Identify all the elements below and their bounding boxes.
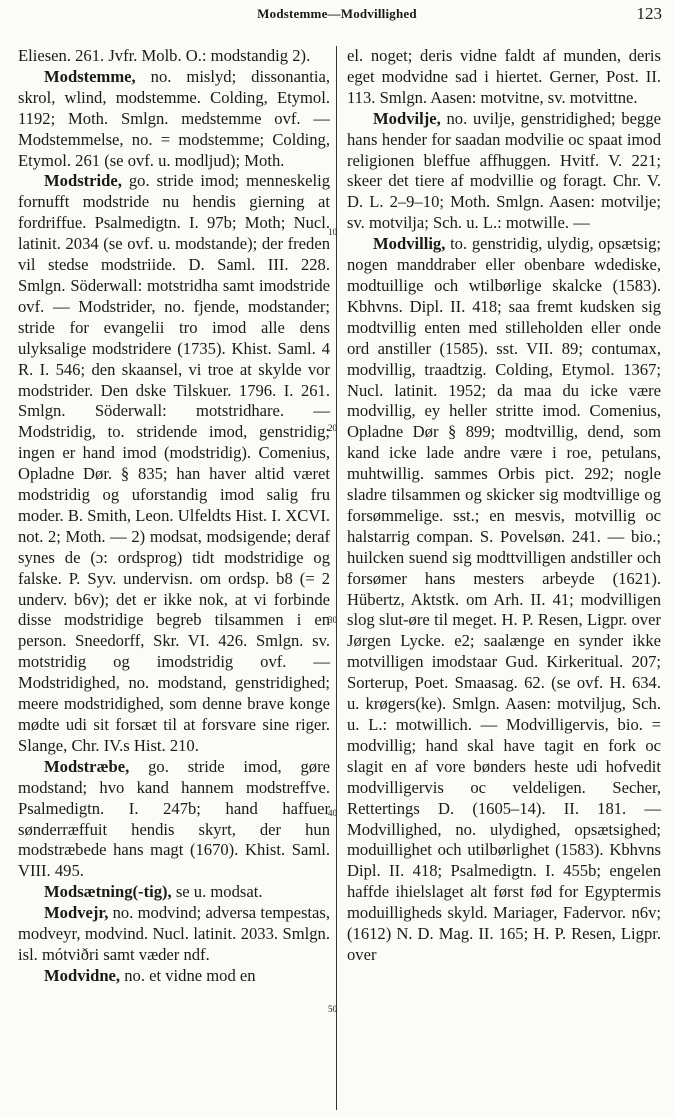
line-number: 30 — [328, 615, 337, 625]
entry-modsaetning: Modsætning(-tig), se u. modsat. — [44, 882, 263, 902]
headword: Modvejr, — [44, 903, 109, 923]
entry-modvejr: Modvejr, no. modvind; adversa tempestas, modveyr, modvind. Nucl. latinit. 2033. Smlgn. isl. mótviðri samt væder ndf. — [18, 903, 330, 964]
page-header — [0, 0, 674, 38]
entry-modstraebe: Modstræbe, go. stride imod, gøre modstand; hvo kand hannem modstreffve. Psalmedigtn. I. 247b; hand haffuer sønderræffuit hendis skyrt, der hun modstræbede hans magt (1670). Khist. Saml. VIII. 495. — [18, 756, 330, 881]
headword: Modsætning(-tig), — [44, 882, 172, 902]
column-divider — [336, 46, 337, 1110]
running-head: Modstemme—Modvillighed — [257, 6, 417, 21]
entry-modvillig: Modvillig, to. genstridig, ulydig, opsætsig; nogen manddraber eller obenbare wdediske, modtuillige och wtilbørlige skalcke (1583). Kbhvns. Dipl. II. 418; saa fremt kudsken sig modtvillig enten med stilleholden eller onde ord anstiller (1585). sst. VII. 89; contumax, modvillig, traadtzig. Colding, Etymol. 1367; Nucl. latinit. 1952; da maa du icke være modvillig, ey heller stritte imod. Comenius, Opladne Dør § 899; modtvillig, dend, som kand icke lade andre være i roe, petulans, muhtwillig. sammes Orbis pict. 292; nogle sladre tilsammen og skicker sig modtvillige og forsømmelige. sst.; en mesvis, motvillig oc halstarrig compan. S. Povelsøn. 241. — bio.; huilcken suend sig modttvilligen andstiller och forsømer hans mesters arbeyde (1621). Hübertz, Aktstk. om Arh. II. 41; modvilligen slog slut-øre til meget. H. P. Resen, Ligpr. over Jørgen Lycke. e2; saalænge en synder ikke motvilligen imodstaar Gud. Kirkeritual. 207; Sorterup, Poet. Smaasag. 62. (se ovf. H. 634. u. krøgers(ke). Smlgn. Aasen: motviljug, Sch. u. L.: motwillich. — Modvilligervis, bio. = modvillig; hand skal have tagit en fork oc slagit en af vore bønders heste udi hofvedit modvilligervis oc veldeligen. Secher, Rettertings D. (1605–14). II. 181. — Modvillighed, no. ulydighed, opsætsighed; moduillighet och utilbørlighet (1583). Kbhvns Dipl. II. 418; Psalmedigtn. I. 455b; engelen haffde ihielslaget alt først fød for Egyptermis moduilligheds skyld. Mariager, Fadervor. n6v; (1612) N. D. Mag. II. 165; H. P. Resen, Ligpr. over — [347, 234, 661, 964]
page-number: 123 — [636, 4, 662, 23]
line-number: 20 — [328, 423, 337, 433]
entry-continuation: Eliesen. 261. Jvfr. Molb. O.: modstandig 2). — [18, 46, 311, 65]
entry-modvilje: Modvilje, no. uvilje, genstridighed; begge hans hender for saadan modvilie oc spaat imod religionen bleffue affhuggen. Hvitf. V. 221; skeer det tiere af modvillie og foragt. Chr. V. D. L. 2–9–10; Moth. Smlgn. Aasen: motvilje; sv. motvilja; Sch. u. L.: motwille. — — [347, 108, 661, 233]
line-number: 50 — [328, 1004, 337, 1014]
entry-modvidne: Modvidne, no. et vidne mod en — [44, 965, 256, 985]
left-column — [18, 46, 330, 987]
entry-modstemme: Modstemme, no. mislyd; dissonantia, skrol, wlind, modstemme. Colding, Etymol. 1192; Moth. Smlgn. medstemme ovf. — Modstemmelse, no. = modstemme; Colding, Etymol. 261 (se ovf. u. modljud); Moth. — [18, 66, 330, 170]
right-column — [347, 46, 661, 966]
headword: Modvillig, — [373, 234, 446, 254]
headword: Modvilje, — [373, 108, 441, 128]
headword: Modstemme, — [44, 66, 136, 86]
line-number: 10 — [328, 227, 337, 237]
headword: Modstræbe, — [44, 756, 130, 776]
headword: Modstride, — [44, 171, 122, 191]
line-number: 40 — [328, 808, 337, 818]
headword: Modvidne, — [44, 965, 121, 985]
entry-modstride: Modstride, go. stride imod; menneskelig fornufft modstride nu hendis gierning at fordriffue. Psalmedigtn. I. 97b; Moth; Nucl. latinit. 2034 (se ovf. u. modstande); der freden vil stedse modstriide. D. Saml. III. 228. Smlgn. Söderwall: motstridha samt imodstride ovf. — Modstrider, no. fjende, modstander; stride for evangelii tro imod alle dens ulyksalige modstridere (1735). Khist. Saml. 4 R. I. 546; den skaansel, vi troe at skylde vor modstrider. Den dske Tilskuer. 1796. I. 261. Smlgn. Söderwall: motstridhare. — Modstridig, to. stridende imod, genstridig; ingen er hand imod (modstridig). Comenius, Opladne Dør. § 835; han haver altid været modstridig og uforstandig imod salig fru moder. B. Smith, Leon. Ulfeldts Hist. I. XCVI. not. 2; Moth. — 2) modsat, modsigende; deraf synes de (ɔ: ordsprog) tidt modstridige og falske. P. Syv. undervisn. om ordsp. b8 (= 2 underv. b6v); det er ikke nok, at vi forbinde disse modstridige begreb tilsammen i en person. Sneedorff, Skr. VI. 426. Smlgn. sv. motstridig og imodstridig ovf. — Modstridighed, no. modstand, genstridighed; meere modstridighed, som denne brave konge mødte udi sit forsæt til at forsvare sine riger. Slange, Chr. IV.s Hist. 210. — [18, 171, 330, 755]
entry-continuation: el. noget; deris vidne faldt af munden, deris eget modvidne sad i hiertet. Gerner, Post. II. 113. Smlgn. Aasen: motvitne, sv. motvittne. — [347, 46, 661, 107]
